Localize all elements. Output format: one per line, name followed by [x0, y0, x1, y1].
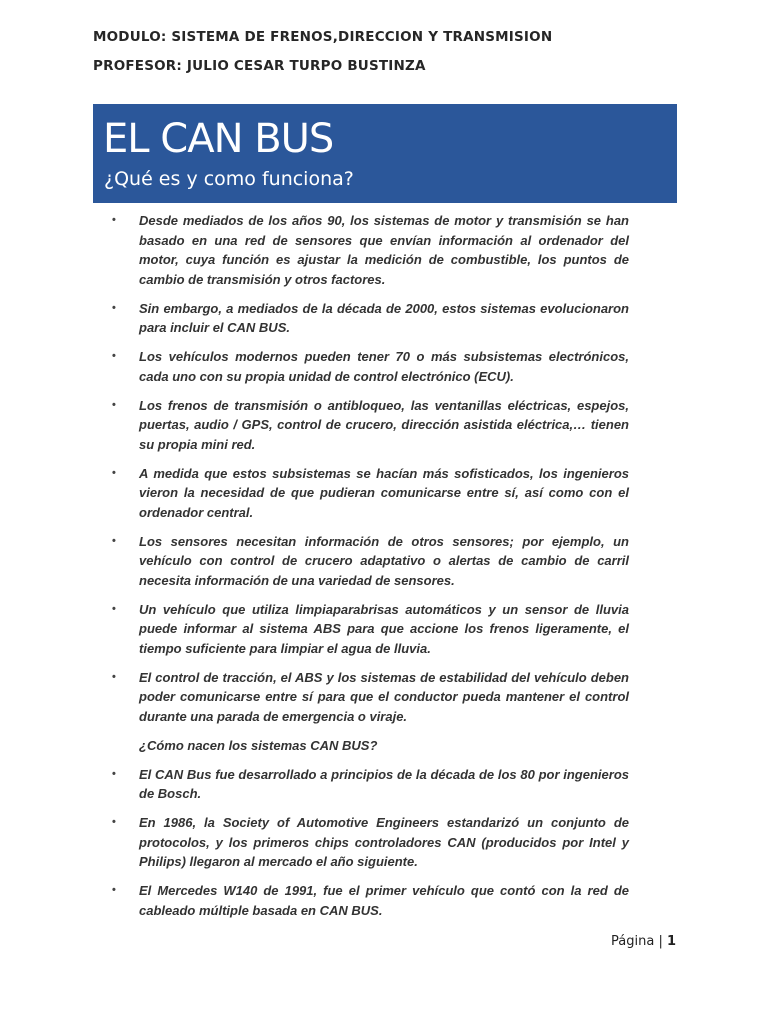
list-item	[112, 600, 629, 659]
list-item-text: Desde mediados de los años 90, los sistemas de motor y transmisión se han basado en una red de sensores que envían información al ordenador del motor, cuya función es ajustar la medición de combustible, los puntos de cambio de transmisión y otros factores.	[139, 213, 629, 287]
bullet-icon: •	[112, 670, 116, 683]
list-item	[112, 464, 629, 523]
bullet-icon: •	[112, 350, 116, 362]
list-item-text: El control de tracción, el ABS y los sistemas de estabilidad del vehículo deben poder comunicarse entre sí para que el conductor pueda mantener el control durante una parada de emergencia o viraje.	[139, 669, 629, 724]
list-item	[112, 396, 629, 455]
list-item	[112, 347, 629, 386]
bullet-icon: •	[112, 398, 116, 411]
list-item-text: Los frenos de transmisión o antibloqueo, las ventanillas eléctricas, espejos, puertas, audio / GPS, control de crucero, dirección asistida eléctrica,… tienen su propia mini red.	[139, 397, 629, 452]
page-number: 1	[666, 934, 676, 949]
list-item-text: En 1986, la Society of Automotive Engineers estandarizó un conjunto de protocolos, y los primeros chips controladores CAN (producidos por Intel y Philips) llegaron al mercado el año siguiente.	[139, 815, 629, 869]
list-item	[112, 765, 629, 804]
list-item-text: A medida que estos subsistemas se hacían más sofisticados, los ingenieros vieron la necesidad de que pudieran comunicarse entre sí, así como con el ordenador central.	[139, 465, 629, 520]
list-item	[112, 299, 629, 338]
section-heading	[112, 736, 629, 756]
bullet-icon: •	[112, 214, 116, 226]
list-item	[112, 668, 629, 727]
bullet-icon: •	[112, 301, 116, 314]
bullet-icon: •	[112, 884, 116, 896]
list-item	[112, 532, 629, 591]
bullet-list	[112, 211, 629, 920]
list-item	[112, 881, 629, 920]
list-item	[112, 211, 629, 289]
title-banner	[93, 104, 677, 203]
list-item-text: El CAN Bus fue desarrollado a principios de la década de los 80 por ingenieros de Bosch.	[139, 766, 629, 801]
list-item-text: El Mercedes W140 de 1991, fue el primer vehículo que contó con la red de cableado múltiple basada en CAN BUS.	[139, 883, 629, 918]
list-item-text: Sin embargo, a mediados de la década de 2000, estos sistemas evolucionaron para incluir el CAN BUS.	[139, 300, 629, 335]
list-item	[112, 813, 629, 872]
list-item-text: ¿Cómo nacen los sistemas CAN BUS?	[139, 737, 378, 753]
professor-header: PROFESOR: JULIO CESAR TURPO BUSTINZA	[93, 58, 426, 74]
page-label: Página |	[611, 934, 667, 949]
list-item-text: Un vehículo que utiliza limpiaparabrisas automáticos y un sensor de lluvia puede informar al sistema ABS para que accione los frenos ligeramente, el tiempo suficiente para limpiar el agua de lluvia.	[139, 601, 629, 656]
page-subtitle: ¿Qué es y como funciona?	[104, 168, 354, 190]
list-item-text: Los vehículos modernos pueden tener 70 o más subsistemas electrónicos, cada uno con su propia unidad de control electrónico (ECU).	[139, 349, 629, 384]
module-header: MODULO: SISTEMA DE FRENOS,DIRECCION Y TRANSMISION	[93, 29, 553, 45]
page-footer	[611, 934, 676, 949]
bullet-icon: •	[112, 534, 116, 547]
page-title: EL CAN BUS	[103, 116, 334, 162]
bullet-icon: •	[112, 767, 116, 780]
bullet-icon: •	[112, 602, 116, 615]
bullet-icon: •	[112, 816, 116, 828]
list-item-text: Los sensores necesitan información de otros sensores; por ejemplo, un vehículo con control de crucero adaptativo o alertas de cambio de carril necesita información de una variedad de sensores.	[139, 533, 629, 588]
bullet-icon: •	[112, 466, 116, 479]
